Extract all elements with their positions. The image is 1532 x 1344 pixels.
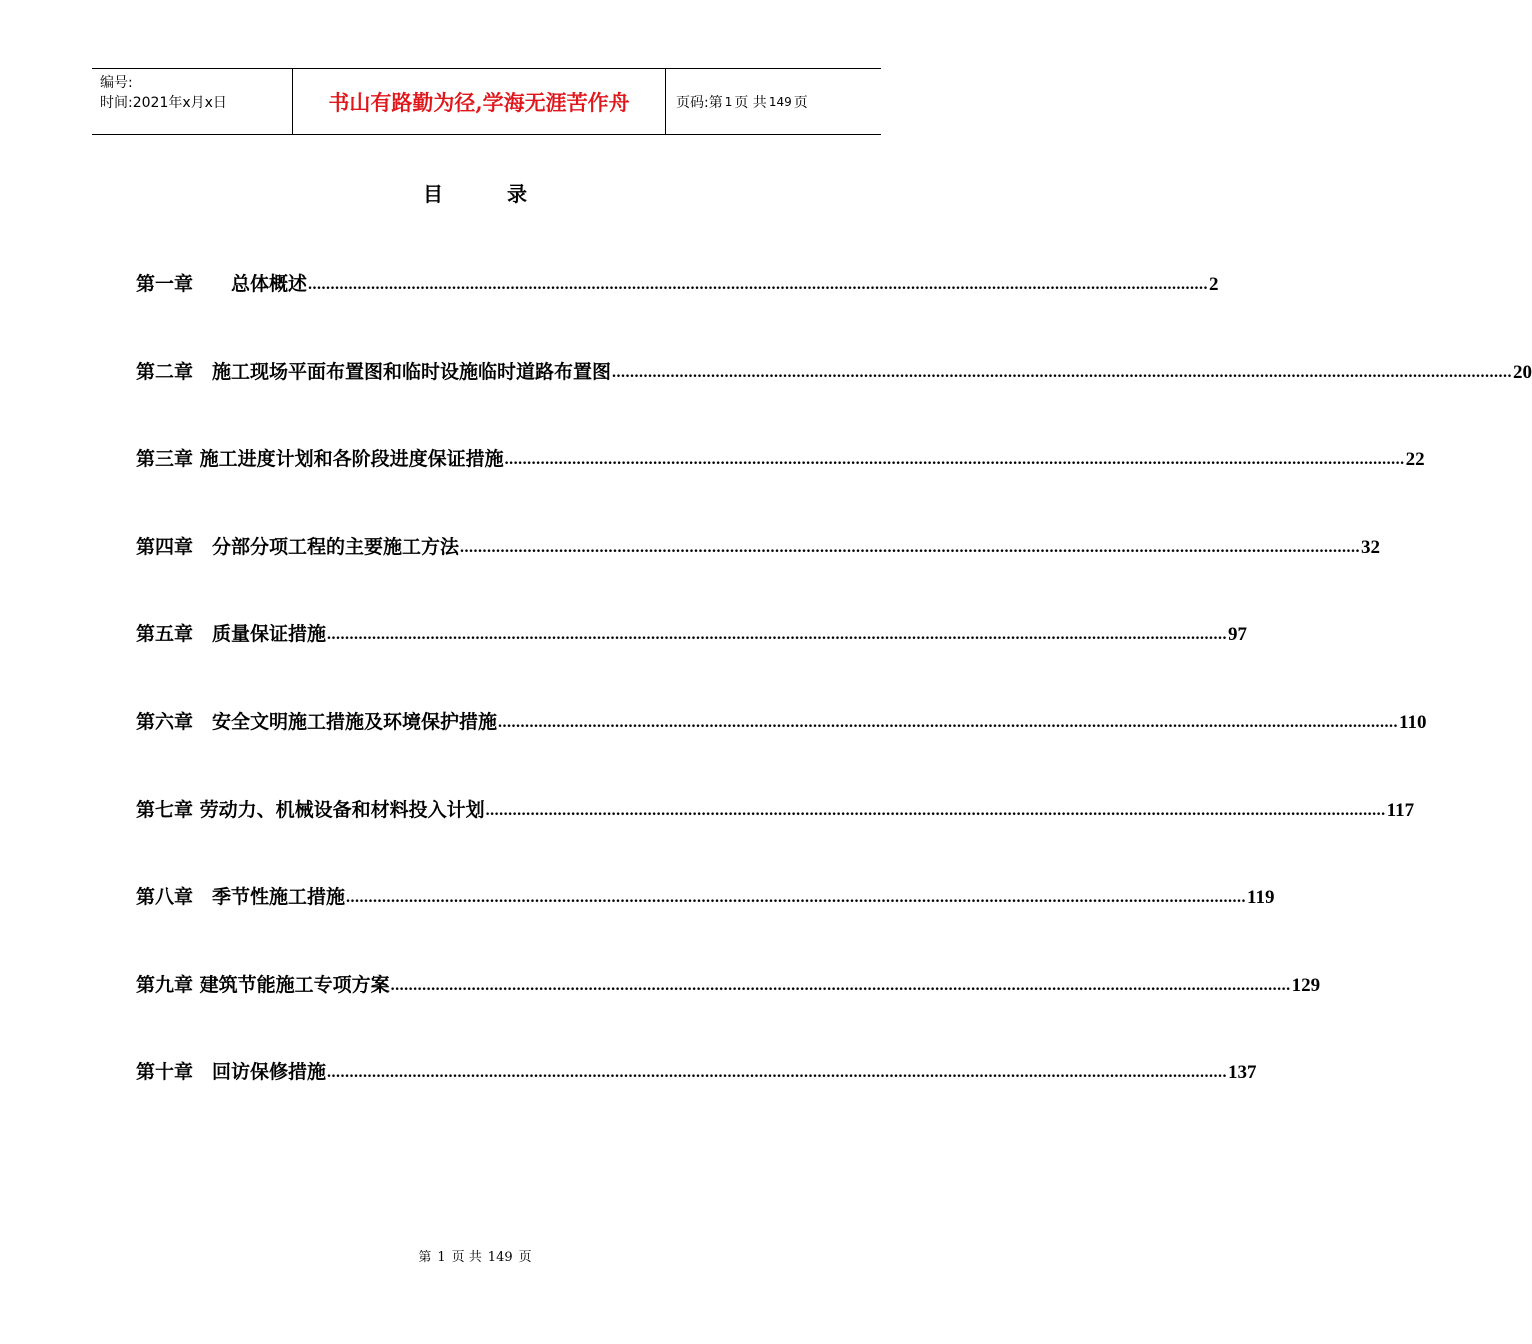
toc-spacer [193, 357, 212, 384]
toc-entry[interactable] [136, 437, 1425, 471]
toc-chapter-title: 劳动力、机械设备和材料投入计划 [199, 798, 485, 821]
toc-spacer [193, 882, 212, 909]
toc-page-number: 22 [1405, 449, 1425, 471]
toc-chapter-title: 分部分项工程的主要施工方法 [212, 535, 460, 558]
toc-leader-dots: ........................................................................................................................................................................................................ [346, 889, 1247, 907]
toc-spacer [193, 975, 200, 997]
toc-entry[interactable] [136, 788, 1415, 822]
toc-spacer [193, 619, 212, 646]
toc-spacer [193, 707, 212, 734]
toc-spacer [193, 269, 231, 296]
toc-leader-dots: ........................................................................................................................................................................................................ [327, 626, 1228, 644]
footer-prefix: 第 [418, 1250, 432, 1265]
header-page-info [666, 69, 881, 134]
footer-suffix: 页 [518, 1250, 532, 1265]
toc-leader-dots: ........................................................................................................................................................................................................ [327, 1064, 1228, 1082]
toc-leader-dots: ........................................................................................................................................................................................................ [390, 976, 1291, 994]
toc-entry[interactable] [136, 1050, 1257, 1084]
toc-chapter-label: 第三章 [136, 448, 194, 471]
toc-chapter-title: 施工进度计划和各阶段进度保证措施 [199, 448, 504, 471]
toc-page-number: 137 [1228, 1062, 1257, 1084]
toc-leader-dots: ........................................................................................................................................................................................................ [460, 538, 1361, 556]
toc-title-char-2: 录 [507, 182, 527, 206]
toc-chapter-label: 第七章 [136, 798, 194, 821]
header-page-mid: 页 共 [734, 94, 767, 111]
toc-chapter-title: 季节性施工措施 [212, 886, 346, 909]
toc-entry[interactable] [136, 350, 1532, 384]
header-meta [92, 69, 293, 134]
header-time-label: 时间:2021年x月x日 [100, 95, 227, 111]
toc-spacer [193, 449, 200, 471]
toc-chapter-title: 总体概述 [231, 273, 308, 295]
toc-entry[interactable] [136, 262, 1219, 296]
toc-page-number: 20 [1513, 361, 1532, 383]
toc-page-number: 119 [1247, 887, 1275, 909]
toc-chapter-label: 第十章 [136, 1061, 194, 1084]
toc-leader-dots: ........................................................................................................................................................................................................ [308, 276, 1209, 293]
toc-chapter-label: 第六章 [136, 711, 194, 733]
toc-chapter-title: 施工现场平面布置图和临时设施临时道路布置图 [212, 360, 612, 383]
toc-entry[interactable] [136, 875, 1275, 909]
toc-entry[interactable] [136, 700, 1427, 734]
toc-chapter-label: 第八章 [136, 886, 194, 909]
toc-page-number: 110 [1399, 712, 1427, 733]
toc-chapter-title: 安全文明施工措施及环境保护措施 [212, 711, 498, 733]
page-header [92, 68, 881, 135]
toc-chapter-label: 第二章 [136, 360, 194, 383]
footer-mid: 页 共 [451, 1250, 482, 1265]
toc-page-number: 129 [1291, 974, 1321, 996]
toc-chapter-title: 质量保证措施 [212, 623, 327, 646]
header-page-suffix: 页 [793, 94, 808, 111]
toc-page-number: 97 [1228, 624, 1248, 646]
header-page-total: 149 [768, 94, 792, 109]
toc-chapter-label: 第九章 [136, 973, 194, 996]
footer-current: 1 [437, 1250, 446, 1265]
toc-chapter-title: 回访保修措施 [212, 1061, 327, 1084]
toc-leader-dots: ........................................................................................................................................................................................................ [498, 714, 1399, 731]
page-footer [0, 1246, 950, 1265]
toc-leader-dots: ........................................................................................................................................................................................................ [504, 451, 1405, 469]
toc-title [0, 178, 950, 207]
toc-title-char-1: 目 [423, 182, 443, 206]
toc-leader-dots: ........................................................................................................................................................................................................ [612, 363, 1513, 381]
toc-entry[interactable] [136, 525, 1381, 559]
toc-entry[interactable] [136, 963, 1321, 997]
toc-chapter-label: 第四章 [136, 535, 194, 558]
footer-total: 149 [487, 1250, 513, 1265]
toc-chapter-title: 建筑节能施工专项方案 [199, 973, 390, 996]
toc-entry[interactable] [136, 612, 1248, 646]
toc-chapter-label: 第五章 [136, 623, 194, 646]
toc-page-number: 32 [1361, 536, 1381, 558]
header-page-prefix: 页码:第 [676, 94, 723, 111]
toc-spacer [193, 1057, 212, 1084]
toc-leader-dots: ........................................................................................................................................................................................................ [485, 801, 1386, 819]
header-number-label: 编号: [100, 75, 133, 91]
header-page-current: 1 [724, 94, 733, 109]
header-motto: 书山有路勤为径,学海无涯苦作舟 [293, 69, 666, 134]
toc-page-number: 117 [1386, 799, 1415, 821]
toc-spacer [193, 532, 212, 559]
toc-page-number: 2 [1209, 274, 1219, 295]
toc-spacer [193, 800, 200, 822]
toc-chapter-label: 第一章 [136, 273, 194, 295]
